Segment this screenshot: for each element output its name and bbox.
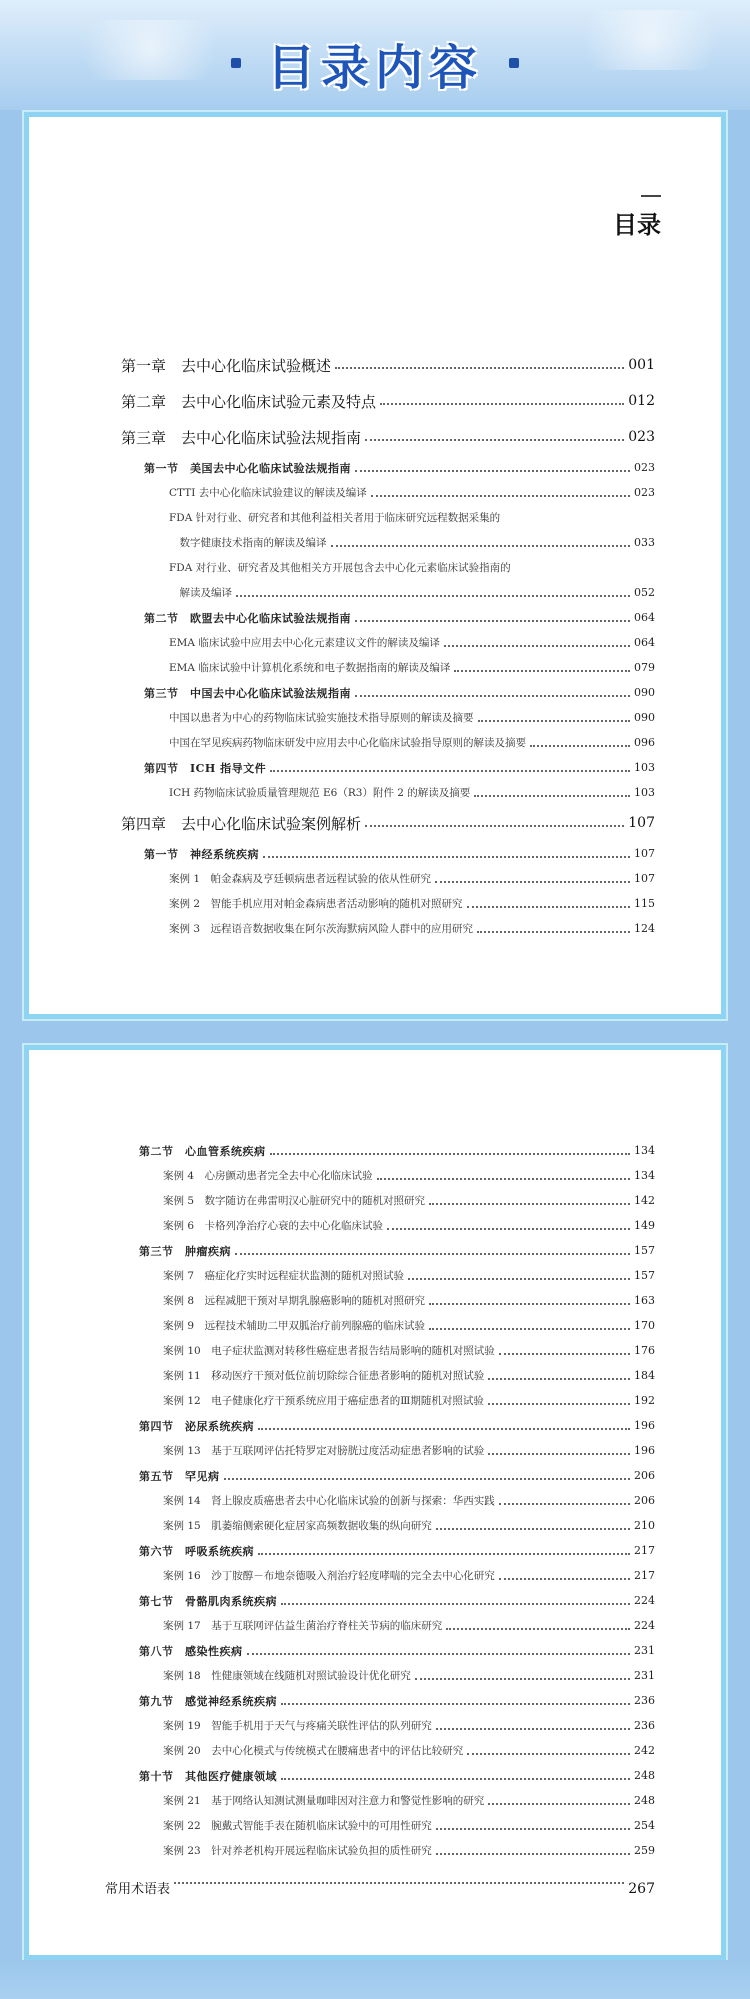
toc-leader-dots [474,795,630,797]
toc-entry-label: 第一章 去中心化临床试验概述 [121,356,332,375]
toc-leader-dots [224,1478,631,1480]
toc-leader-dots [446,1628,630,1630]
toc-leader-dots [281,1778,630,1780]
toc-entry-label: CTTI 去中心化临床试验建议的解读及编译 [169,487,367,499]
toc-entry-item [29,1663,731,1688]
toc-leader-dots [387,1228,630,1230]
toc-leader-dots [530,745,630,747]
toc-entry-item [29,1613,731,1638]
toc-leader-dots [355,620,630,622]
toc-leader-dots [235,1253,630,1255]
toc-heading-text: 目录 [613,211,661,239]
toc-leader-dots [365,439,624,441]
toc-entry-item [29,730,731,755]
toc-leader-dots [247,1653,631,1655]
toc-entry-page: 023 [628,429,655,445]
toc-entry-item [29,1738,731,1763]
toc-entry-chapter [29,347,731,383]
page-title: 目录内容 [266,39,483,96]
toc-entry-section [29,1238,731,1263]
toc-leader-dots [488,1378,630,1380]
toc-entry-page: 248 [634,1794,655,1807]
toc-entry-page: 242 [634,1744,655,1757]
toc-entry-item [29,891,731,916]
toc-leader-dots [377,1178,630,1180]
toc-entry-chapter [29,1863,731,1903]
toc-entry-item [29,505,731,530]
toc-entry-page: 248 [634,1769,655,1782]
toc-entry-item [29,480,731,505]
toc-entry-page: 254 [634,1819,655,1832]
toc-entry-label: 数字健康技术指南的解读及编译 [169,537,327,549]
toc-entry-page: 267 [628,1881,655,1897]
toc-leader-dots [270,1153,631,1155]
toc-entry-section [29,1413,731,1438]
toc-entry-label: 案例 5 数字随访在弗雷明汉心脏研究中的随机对照研究 [163,1195,426,1207]
toc-entry-label: 第五节 罕见病 [139,1469,220,1483]
toc-leader-dots [355,470,630,472]
toc-entry-chapter [29,805,731,841]
toc-entry-label: 第一节 神经系统疾病 [144,847,259,861]
toc-entry-label: FDA 对行业、研究者及其他相关方开展包含去中心化元素临床试验指南的 [169,562,511,574]
toc-leader-dots [478,720,631,722]
toc-entry-page: 184 [634,1369,655,1382]
toc-entry-label: ICH 药物临床试验质量管理规范 E6（R3）附件 2 的解读及摘要 [169,787,471,799]
toc-list [29,347,731,941]
toc-leader-dots [355,695,630,697]
toc-leader-dots [488,1803,630,1805]
toc-entry-label: EMA 临床试验中应用去中心化元素建议文件的解读及编译 [169,637,440,649]
toc-leader-dots [331,545,631,547]
toc-leader-dots [258,1428,630,1430]
toc-entry-label: 解读及编译 [169,587,232,599]
toc-leader-dots [477,931,630,933]
toc-entry-item [29,1388,731,1413]
toc-leader-dots [263,856,630,858]
toc-leader-dots [281,1703,630,1705]
toc-entry-label: 第三节 肿瘤疾病 [139,1244,231,1258]
toc-leader-dots [429,1303,630,1305]
toc-entry-label: 第十节 其他医疗健康领域 [139,1769,277,1783]
toc-list [29,1138,731,1903]
toc-entry-page: 192 [634,1394,655,1407]
toc-entry-label: 案例 9 远程技术辅助二甲双胍治疗前列腺癌的临床试验 [163,1320,426,1332]
toc-leader-dots [365,825,624,827]
toc-entry-label: 案例 16 沙丁胺醇－布地奈德吸入剂治疗轻度哮喘的完全去中心化研究 [163,1570,495,1582]
toc-entry-item [29,1438,731,1463]
toc-leader-dots [488,1403,630,1405]
toc-entry-section [29,1588,731,1613]
toc-entry-label: 案例 21 基于网络认知测试测量咖啡因对注意力和警觉性影响的研究 [163,1795,485,1807]
toc-entry-page: 023 [634,461,655,474]
toc-entry-page: 224 [634,1619,655,1632]
toc-entry-section [29,1463,731,1488]
toc-entry-item [29,1263,731,1288]
bullet-dot-icon [509,58,519,68]
toc-entry-page: 217 [634,1569,655,1582]
toc-entry-chapter [29,383,731,419]
toc-entry-item [29,630,731,655]
toc-entry-page: 064 [634,636,655,649]
toc-entry-section [29,1688,731,1713]
toc-entry-label: 第四章 去中心化临床试验案例解析 [121,814,362,833]
toc-entry-page: 196 [634,1419,655,1432]
toc-leader-dots [467,906,630,908]
toc-entry-chapter [29,419,731,455]
toc-entry-label: 第九节 感觉神经系统疾病 [139,1694,277,1708]
bottom-background [0,1960,750,1999]
toc-entry-item [29,1363,731,1388]
toc-entry-section [29,755,731,780]
toc-entry-page: 134 [634,1144,655,1157]
toc-entry-label: 第三章 去中心化临床试验法规指南 [121,428,362,447]
toc-entry-item [29,530,731,555]
toc-entry-page: 206 [634,1494,655,1507]
bullet-dot-icon [231,58,241,68]
toc-entry-item [29,1513,731,1538]
toc-entry-label: 第二节 心血管系统疾病 [139,1144,266,1158]
toc-entry-item [29,655,731,680]
toc-entry-label: 常用术语表 [105,1882,171,1897]
toc-entry-label: 第一节 美国去中心化临床试验法规指南 [144,461,351,475]
toc-entry-label: 案例 1 帕金森病及亨廷顿病患者远程试验的依从性研究 [169,873,432,885]
toc-entry-item [29,1213,731,1238]
toc-entry-page: 176 [634,1344,655,1357]
toc-entry-label: 案例 6 卡格列净治疗心衰的去中心化临床试验 [163,1220,384,1232]
toc-leader-dots [454,670,630,672]
toc-entry-page: 103 [634,761,655,774]
toc-entry-section [29,680,731,705]
toc-entry-label: 案例 11 移动医疗干预对低位前切除综合征患者影响的随机对照试验 [163,1370,485,1382]
toc-entry-page: 149 [634,1219,655,1232]
toc-entry-page: 079 [634,661,655,674]
toc-entry-page: 170 [634,1319,655,1332]
toc-entry-label: 案例 8 远程减肥干预对早期乳腺癌影响的随机对照研究 [163,1295,426,1307]
toc-entry-item [29,1563,731,1588]
toc-entry-label: EMA 临床试验中计算机化系统和电子数据指南的解读及编译 [169,662,451,674]
toc-entry-label: 第三节 中国去中心化临床试验法规指南 [144,686,351,700]
page-header [0,28,750,98]
toc-entry-page: 115 [634,897,655,910]
toc-leader-dots [429,1203,630,1205]
toc-entry-page: 236 [634,1719,655,1732]
toc-entry-page: 217 [634,1544,655,1557]
toc-entry-item [29,555,731,580]
toc-entry-page: 142 [634,1194,655,1207]
toc-entry-label: 第二章 去中心化临床试验元素及特点 [121,392,377,411]
toc-entry-label: 第八节 感染性疾病 [139,1644,243,1658]
toc-entry-page: 259 [634,1844,655,1857]
toc-leader-dots [335,367,624,369]
toc-entry-page: 012 [628,393,655,409]
toc-leader-dots [408,1278,630,1280]
toc-entry-item [29,1288,731,1313]
heading-rule [641,195,661,197]
toc-entry-page: 090 [634,711,655,724]
toc-entry-page: 052 [634,586,655,599]
toc-entry-label: FDA 针对行业、研究者和其他利益相关者用于临床研究远程数据采集的 [169,512,501,524]
toc-entry-page: 157 [634,1244,655,1257]
toc-entry-label: 案例 17 基于互联网评估益生菌治疗脊柱关节病的临床研究 [163,1620,443,1632]
toc-entry-label: 第六节 呼吸系统疾病 [139,1544,254,1558]
toc-entry-item [29,1313,731,1338]
toc-entry-page: 033 [634,536,655,549]
toc-entry-label: 中国以患者为中心的药物临床试验实施技术指导原则的解读及摘要 [169,712,474,724]
toc-entry-section [29,841,731,866]
toc-leader-dots [435,881,630,883]
toc-entry-label: 中国在罕见疾病药物临床研发中应用去中心化临床试验指导原则的解读及摘要 [169,737,526,749]
toc-entry-label: 第七节 骨骼肌肉系统疾病 [139,1594,277,1608]
toc-entry-item [29,1838,731,1863]
toc-entry-item [29,1338,731,1363]
toc-leader-dots [488,1453,630,1455]
toc-entry-item [29,1788,731,1813]
toc-entry-page: 090 [634,686,655,699]
toc-leader-dots [499,1503,630,1505]
toc-leader-dots [174,1882,624,1884]
toc-leader-dots [258,1553,630,1555]
toc-entry-page: 157 [634,1269,655,1282]
toc-leader-dots [499,1578,630,1580]
toc-entry-page: 231 [634,1669,655,1682]
toc-entry-label: 案例 10 电子症状监测对转移性癌症患者报告结局影响的随机对照试验 [163,1345,495,1357]
toc-entry-section [29,1638,731,1663]
toc-entry-page: 107 [634,872,655,885]
toc-entry-item [29,866,731,891]
toc-entry-label: 第四节 ICH 指导文件 [144,761,267,775]
toc-entry-page: 236 [634,1694,655,1707]
toc-entry-label: 案例 20 去中心化模式与传统模式在腰痛患者中的评估比较研究 [163,1745,464,1757]
toc-entry-item [29,1813,731,1838]
toc-entry-item [29,780,731,805]
toc-leader-dots [436,1728,630,1730]
toc-entry-label: 案例 19 智能手机用于天气与疼痛关联性评估的队列研究 [163,1720,432,1732]
toc-page-2 [24,1045,726,1960]
toc-entry-label: 案例 2 智能手机应用对帕金森病患者活动影响的随机对照研究 [169,898,463,910]
toc-entry-page: 196 [634,1444,655,1457]
toc-heading [613,195,661,240]
toc-entry-item [29,1188,731,1213]
toc-entry-section [29,1138,731,1163]
toc-leader-dots [236,595,630,597]
toc-entry-label: 案例 12 电子健康化疗干预系统应用于癌症患者的Ⅲ期随机对照试验 [163,1395,484,1407]
toc-entry-item [29,1713,731,1738]
toc-entry-page: 134 [634,1169,655,1182]
toc-entry-page: 023 [634,486,655,499]
toc-entry-page: 107 [634,847,655,860]
toc-entry-label: 案例 18 性健康领域在线随机对照试验设计优化研究 [163,1670,411,1682]
toc-entry-page: 107 [628,815,655,831]
toc-entry-page: 231 [634,1644,655,1657]
toc-leader-dots [429,1328,630,1330]
toc-entry-page: 163 [634,1294,655,1307]
toc-leader-dots [436,1853,630,1855]
toc-leader-dots [436,1528,630,1530]
toc-entry-page: 103 [634,786,655,799]
toc-entry-item [29,1488,731,1513]
toc-leader-dots [380,403,624,405]
toc-entry-item [29,705,731,730]
toc-entry-page: 124 [634,922,655,935]
toc-leader-dots [270,770,630,772]
toc-entry-page: 064 [634,611,655,624]
toc-entry-page: 206 [634,1469,655,1482]
toc-entry-label: 案例 22 腕戴式智能手表在随机临床试验中的可用性研究 [163,1820,432,1832]
toc-entry-label: 案例 3 远程语音数据收集在阿尔茨海默病风险人群中的应用研究 [169,923,474,935]
toc-leader-dots [444,645,630,647]
toc-entry-label: 案例 7 癌症化疗实时远程症状监测的随机对照试验 [163,1270,405,1282]
toc-entry-label: 案例 14 肾上腺皮质癌患者去中心化临床试验的创新与探索：华西实践 [163,1495,495,1507]
toc-entry-label: 案例 23 针对养老机构开展远程临床试验负担的质性研究 [163,1845,432,1857]
toc-entry-label: 案例 4 心房颤动患者完全去中心化临床试验 [163,1170,373,1182]
toc-entry-label: 案例 15 肌萎缩侧索硬化症居家高频数据收集的纵向研究 [163,1520,432,1532]
toc-entry-page: 210 [634,1519,655,1532]
toc-entry-section [29,1538,731,1563]
toc-leader-dots [499,1353,630,1355]
toc-entry-section [29,1763,731,1788]
toc-entry-item [29,1163,731,1188]
toc-entry-item [29,916,731,941]
toc-entry-label: 案例 13 基于互联网评估托特罗定对膀胱过度活动症患者影响的试验 [163,1445,485,1457]
toc-page-1 [24,112,726,1019]
toc-leader-dots [371,495,630,497]
toc-entry-item [29,580,731,605]
toc-leader-dots [415,1678,630,1680]
toc-entry-page: 224 [634,1594,655,1607]
toc-entry-label: 第二节 欧盟去中心化临床试验法规指南 [144,611,351,625]
toc-entry-label: 第四节 泌尿系统疾病 [139,1419,254,1433]
toc-leader-dots [281,1603,630,1605]
toc-leader-dots [436,1828,630,1830]
toc-entry-section [29,605,731,630]
toc-leader-dots [467,1753,630,1755]
toc-entry-page: 096 [634,736,655,749]
toc-entry-page: 001 [628,357,655,373]
toc-entry-section [29,455,731,480]
